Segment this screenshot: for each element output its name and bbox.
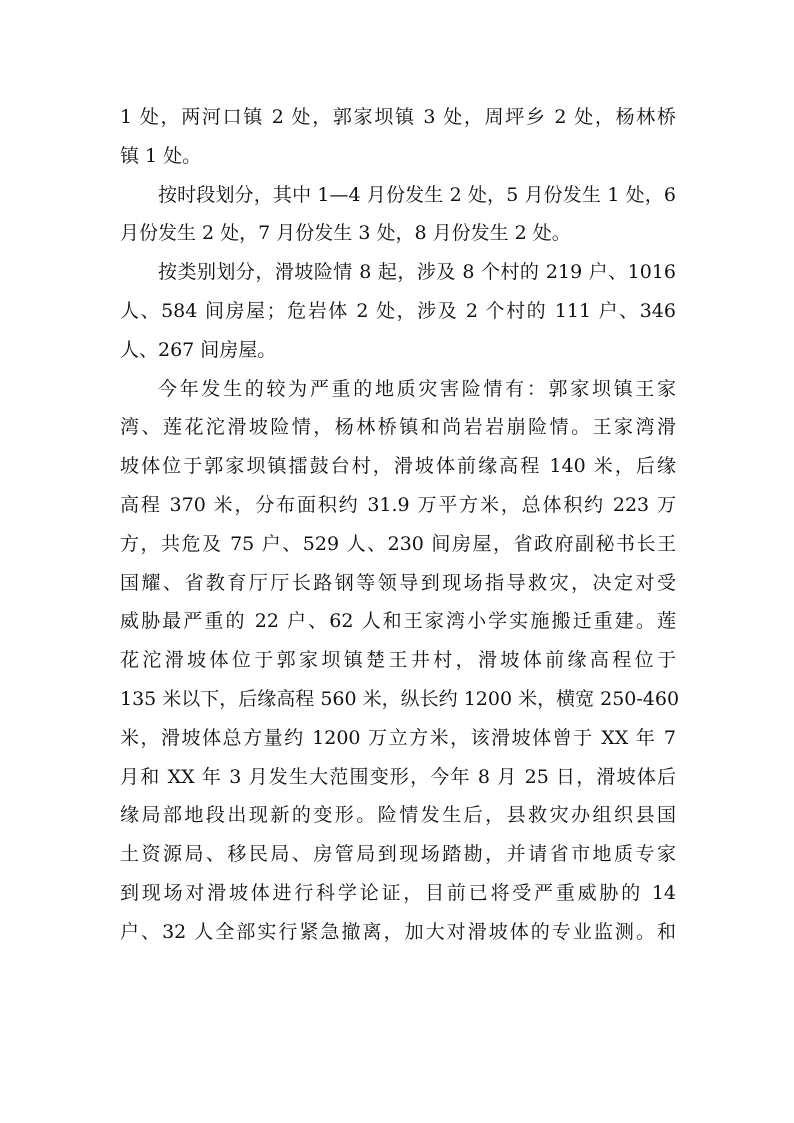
text-line-3: 按时段划分，其中 1—4 月份发生 2 处，5 月份发生 1 处，6 xyxy=(158,183,676,206)
text-line-8: 今年发生的较为严重的地质灾害险情有：郭家坝镇王家 xyxy=(158,377,676,400)
text-line-9: 湾、莲花沱滑坡险情，杨林桥镇和尚岩岩崩险情。王家湾滑 xyxy=(120,416,676,439)
text-line-13: 国耀、省教育厅厅长路钢等领导到现场指导救灾，决定对受 xyxy=(120,571,676,594)
text-line-20: 土资源局、移民局、房管局到现场踏勘，并请省市地质专家 xyxy=(120,843,676,866)
document-body xyxy=(120,98,680,952)
text-line-15: 花沱滑坡体位于郭家坝镇楚王井村，滑坡体前缘高程位于 xyxy=(120,649,676,672)
text-line-17: 米，滑坡体总方量约 1200 万立方米，该滑坡体曾于 XX 年 7 xyxy=(120,726,676,749)
text-line-1: 1 处，两河口镇 2 处，郭家坝镇 3 处，周坪乡 2 处，杨林桥 xyxy=(120,106,676,128)
text-line-14: 威胁最严重的 22 户、62 人和王家湾小学实施搬迁重建。莲 xyxy=(120,610,676,633)
text-line-5: 按类别划分，滑坡险情 8 起，涉及 8 个村的 219 户、1016 xyxy=(158,261,676,284)
text-line-19: 缘局部地段出现新的变形。险情发生后，县救灾办组织县国 xyxy=(120,804,676,827)
text-line-2: 镇 1 处。 xyxy=(120,144,202,167)
text-line-7: 人、267 间房屋。 xyxy=(120,338,277,361)
text-line-10: 坡体位于郭家坝镇擂鼓台村，滑坡体前缘高程 140 米，后缘 xyxy=(120,455,676,478)
text-line-6: 人、584 间房屋；危岩体 2 处，涉及 2 个村的 111 户、346 xyxy=(120,299,676,322)
text-line-16: 135 米以下，后缘高程 560 米，纵长约 1200 米，横宽 250-460 xyxy=(120,687,680,710)
text-line-18: 月和 XX 年 3 月发生大范围变形，今年 8 月 25 日，滑坡体后 xyxy=(120,765,676,788)
text-line-12: 方，共危及 75 户、529 人、230 间房屋，省政府副秘书长王 xyxy=(120,532,676,555)
text-line-21: 到现场对滑坡体进行科学论证，目前已将受严重威胁的 14 xyxy=(120,881,676,904)
text-line-4: 月份发生 2 处，7 月份发生 3 处，8 月份发生 2 处。 xyxy=(120,222,571,245)
text-line-22: 户、32 人全部实行紧急撤离，加大对滑坡体的专业监测。和 xyxy=(120,920,676,943)
text-line-11: 高程 370 米，分布面积约 31.9 万平方米，总体积约 223 万 xyxy=(120,493,676,516)
